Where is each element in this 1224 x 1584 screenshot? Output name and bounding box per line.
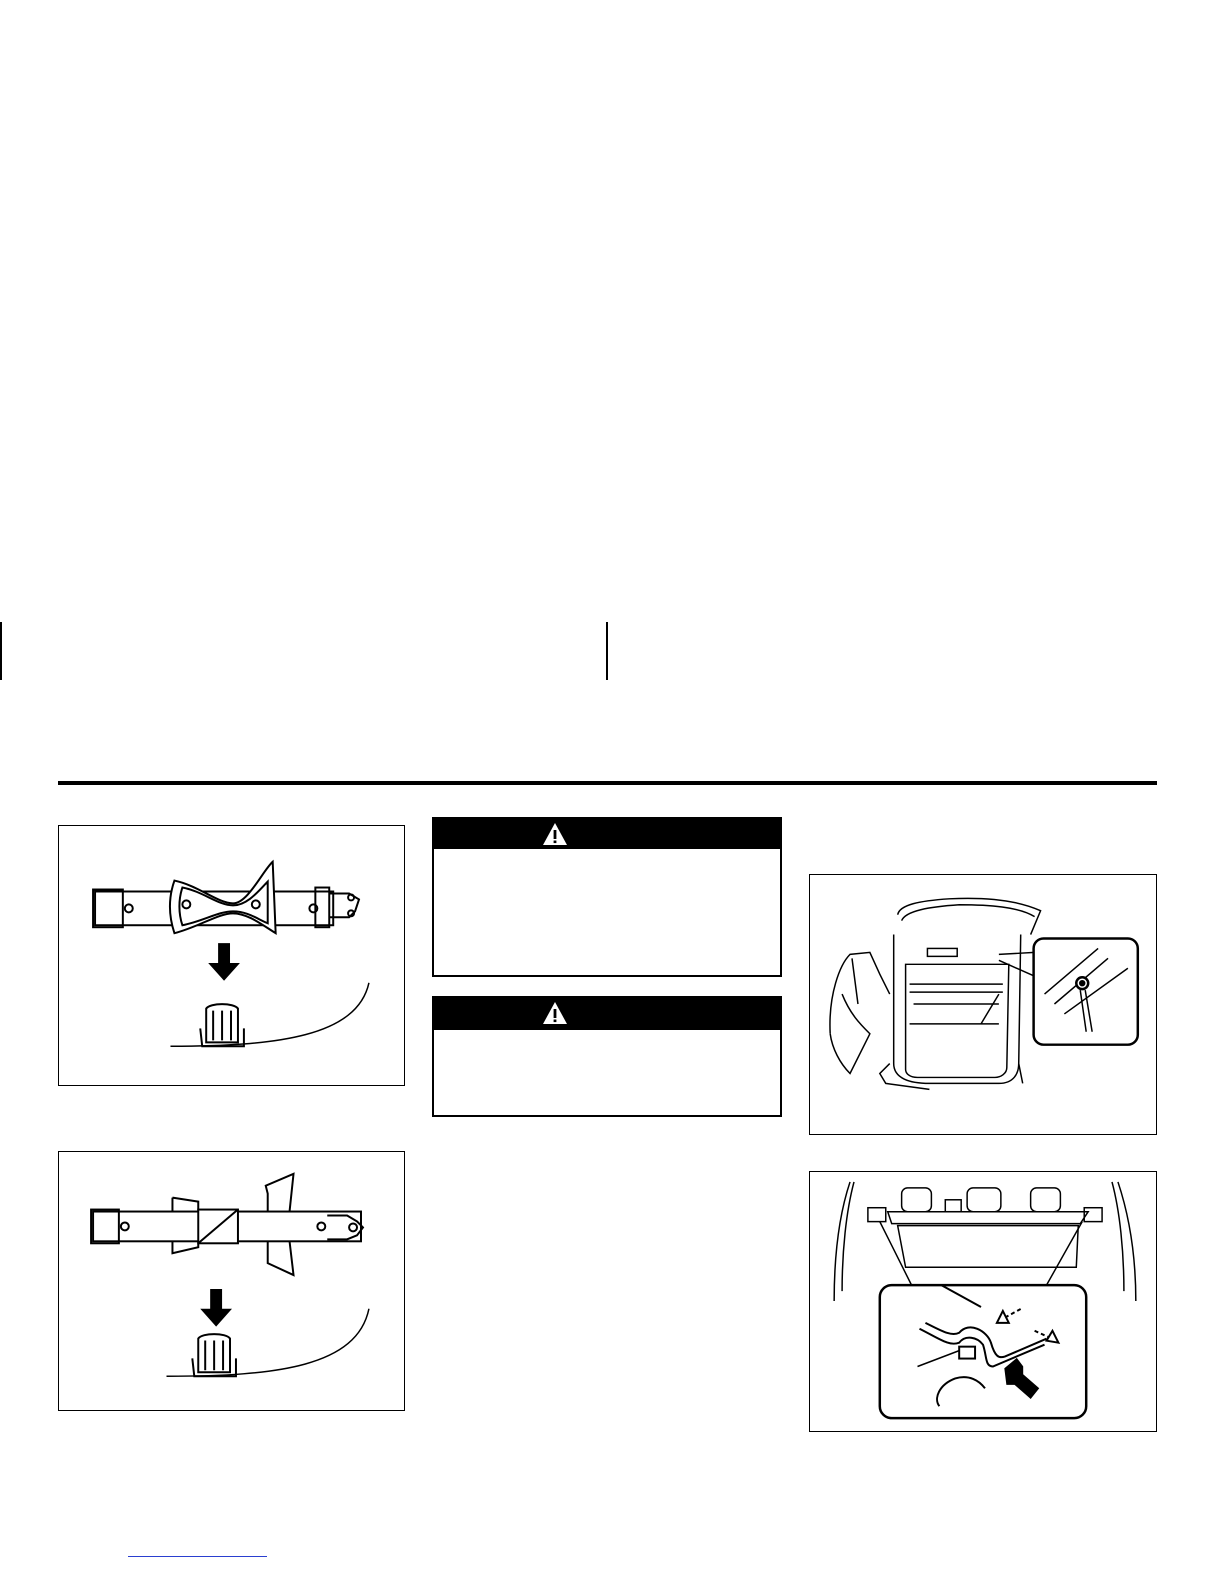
detail-inset [880, 1285, 1086, 1418]
warning-box-2 [432, 996, 782, 1117]
figure-jack-handle-top [58, 825, 405, 1086]
section-rule [58, 781, 1157, 785]
down-arrow-icon [208, 943, 240, 981]
margin-line-left [0, 622, 2, 680]
figure-cargo-cover [809, 1171, 1157, 1432]
warning-header-2 [434, 998, 780, 1030]
warning-header-1 [434, 819, 780, 849]
jack-handle-illustration-2 [59, 1152, 404, 1410]
margin-line-center [606, 622, 608, 680]
jack-handle-illustration [59, 826, 404, 1085]
warning-triangle-icon [542, 1001, 568, 1025]
cargo-cover-illustration [810, 1172, 1156, 1431]
warning-triangle-icon [542, 822, 568, 846]
figure-jack-handle-bottom [58, 1151, 405, 1411]
page-link-underline[interactable] [128, 1556, 267, 1557]
down-arrow-icon [200, 1289, 232, 1327]
tailgate-illustration [810, 875, 1156, 1134]
figure-tailgate-open [809, 874, 1157, 1135]
warning-box-1 [432, 817, 782, 977]
